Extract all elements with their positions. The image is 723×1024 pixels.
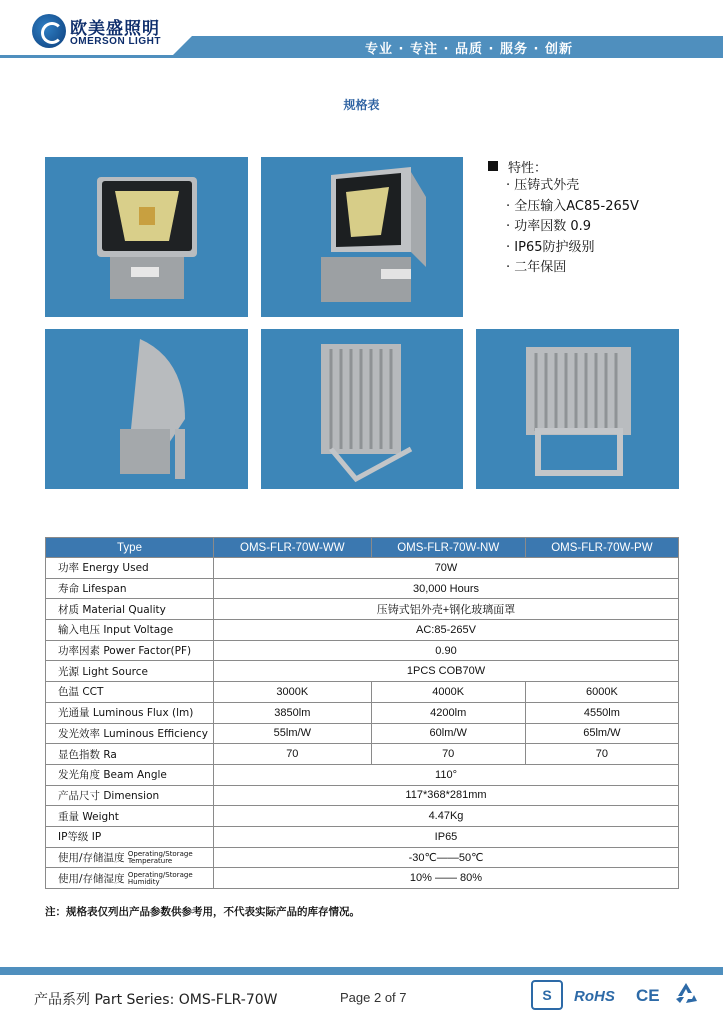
page-header bbox=[0, 0, 723, 62]
page-number: Page 2 of 7 bbox=[340, 990, 407, 1005]
product-photo-heatsink-side bbox=[261, 329, 463, 489]
header-divider bbox=[0, 55, 192, 58]
recycle-icon bbox=[673, 980, 699, 1010]
row-label: 产品尺寸 Dimension bbox=[46, 785, 214, 806]
page-title: 规格表 bbox=[343, 98, 380, 112]
row-value: 4000K bbox=[371, 682, 525, 703]
rohs-cert-icon: RoHS bbox=[574, 988, 615, 1005]
row-value: 4550lm bbox=[525, 702, 678, 723]
brand-name-en: OMERSON LIGHT bbox=[70, 36, 161, 47]
row-label: 寿命 Lifespan bbox=[46, 578, 214, 599]
row-value: 30,000 Hours bbox=[214, 578, 679, 599]
row-value: 4200lm bbox=[371, 702, 525, 723]
spec-table bbox=[45, 537, 679, 889]
product-photo-side bbox=[45, 329, 248, 489]
table-row bbox=[46, 558, 679, 579]
temp-label-en bbox=[128, 851, 193, 865]
header-ww: OMS-FLR-70W-WW bbox=[214, 538, 372, 558]
temp-label-cn: 使用/存储温度 bbox=[58, 851, 125, 864]
row-label: IP等级 IP bbox=[46, 826, 214, 847]
row-value: 60lm/W bbox=[371, 723, 525, 744]
svg-text:S: S bbox=[542, 987, 552, 1003]
features-list bbox=[488, 156, 708, 279]
row-value: 70 bbox=[371, 744, 525, 765]
brand-name-cn: 欧美盛照明 bbox=[70, 19, 160, 39]
table-row bbox=[46, 785, 679, 806]
header-nw: OMS-FLR-70W-NW bbox=[371, 538, 525, 558]
row-label: 发光角度 Beam Angle bbox=[46, 764, 214, 785]
header-slogan: 专业 · 专注 · 品质 · 服务 · 创新 bbox=[365, 42, 573, 57]
feature-item: · IP65防护级别 bbox=[506, 239, 595, 255]
row-value: 4.47Kg bbox=[214, 806, 679, 827]
row-label: 显色指数 Ra bbox=[46, 744, 214, 765]
table-row bbox=[46, 868, 679, 889]
table-row bbox=[46, 744, 679, 765]
table-row bbox=[46, 661, 679, 682]
row-label: 功率 Energy Used bbox=[46, 558, 214, 579]
feature-item: · 功率因数 0.9 bbox=[506, 219, 592, 234]
row-value: 6000K bbox=[525, 682, 678, 703]
row-label: 色温 CCT bbox=[46, 682, 214, 703]
row-label: 光源 Light Source bbox=[46, 661, 214, 682]
table-row bbox=[46, 682, 679, 703]
row-label: 发光效率 Luminous Efficiency bbox=[46, 723, 214, 744]
row-label bbox=[46, 847, 214, 868]
row-value: 117*368*281mm bbox=[214, 785, 679, 806]
footnote: 注：规格表仅列出产品参数供参考用，不代表实际产品的库存情况。 bbox=[45, 906, 360, 918]
table-row bbox=[46, 702, 679, 723]
row-value: IP65 bbox=[214, 826, 679, 847]
table-header-row bbox=[46, 538, 679, 558]
product-photo-angle bbox=[261, 157, 463, 317]
ce-cert-icon: CE bbox=[636, 986, 660, 1005]
row-value: 压铸式铝外壳+钢化玻璃面罩 bbox=[214, 599, 679, 620]
features-heading bbox=[488, 156, 708, 176]
table-row bbox=[46, 620, 679, 641]
row-value: 110° bbox=[214, 764, 679, 785]
feature-item: · 压铸式外壳 bbox=[506, 178, 580, 193]
table-row bbox=[46, 599, 679, 620]
ccc-cert-icon bbox=[530, 980, 564, 1010]
footer-series: 产品系列 Part Series: OMS-FLR-70W bbox=[34, 992, 278, 1008]
row-value: 0.90 bbox=[214, 640, 679, 661]
hum-label-cn: 使用/存储湿度 bbox=[58, 872, 125, 885]
row-value: 70 bbox=[214, 744, 372, 765]
hum-label-en1: Operating/Storage bbox=[127, 870, 193, 879]
footer-band bbox=[0, 967, 723, 975]
header-pw: OMS-FLR-70W-PW bbox=[525, 538, 678, 558]
square-bullet-icon bbox=[488, 161, 498, 171]
table-row bbox=[46, 826, 679, 847]
hum-label-en bbox=[128, 872, 193, 886]
feature-item: · 全压输入AC85-265V bbox=[506, 198, 639, 214]
hum-label-en2: Humidity bbox=[127, 877, 160, 886]
row-label: 输入电压 Input Voltage bbox=[46, 620, 214, 641]
header-type: Type bbox=[46, 538, 214, 558]
row-value: 65lm/W bbox=[525, 723, 678, 744]
temp-label-en1: Operating/Storage bbox=[127, 849, 193, 858]
row-value: 3000K bbox=[214, 682, 372, 703]
row-value: 70 bbox=[525, 744, 678, 765]
row-value: 10% —— 80% bbox=[214, 868, 679, 889]
temp-label-en2: Temperature bbox=[127, 856, 173, 865]
row-label: 材质 Material Quality bbox=[46, 599, 214, 620]
table-row bbox=[46, 764, 679, 785]
features-heading-text: 特性： bbox=[508, 160, 548, 176]
row-label: 重量 Weight bbox=[46, 806, 214, 827]
row-value: -30℃——50℃ bbox=[214, 847, 679, 868]
row-value: 3850lm bbox=[214, 702, 372, 723]
row-label: 光通量 Luminous Flux (lm) bbox=[46, 702, 214, 723]
table-row bbox=[46, 723, 679, 744]
row-label bbox=[46, 868, 214, 889]
product-photo-back bbox=[476, 329, 679, 489]
table-row bbox=[46, 806, 679, 827]
row-label: 功率因素 Power Factor(PF) bbox=[46, 640, 214, 661]
row-value: 70W bbox=[214, 558, 679, 579]
product-photo-front bbox=[45, 157, 248, 317]
row-value: 1PCS COB70W bbox=[214, 661, 679, 682]
table-row bbox=[46, 578, 679, 599]
table-row bbox=[46, 847, 679, 868]
feature-item: · 二年保固 bbox=[506, 260, 567, 275]
table-row bbox=[46, 640, 679, 661]
brand-logo-icon bbox=[32, 14, 66, 48]
row-value: AC:85-265V bbox=[214, 620, 679, 641]
row-value: 55lm/W bbox=[214, 723, 372, 744]
